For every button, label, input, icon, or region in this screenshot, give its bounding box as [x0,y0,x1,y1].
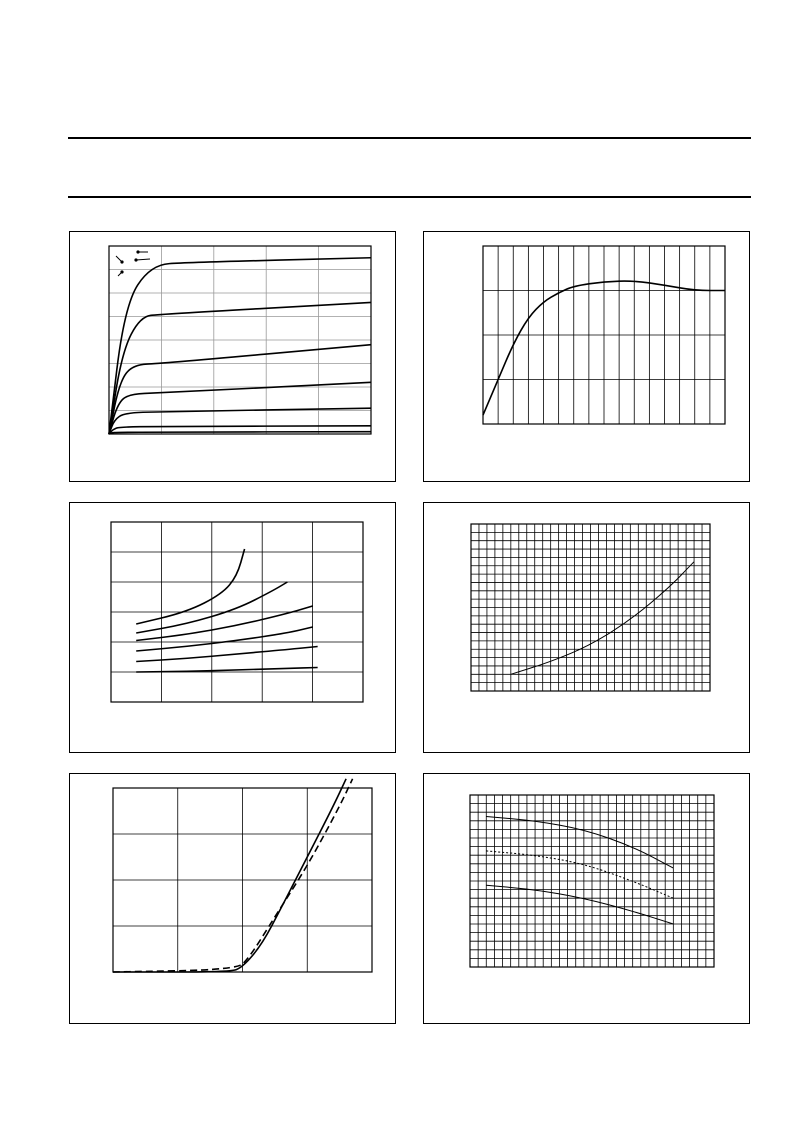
series-line-6 [109,302,371,434]
series-line-7 [109,258,371,434]
annotation-arrowhead-4 [120,270,123,273]
figure-panel-3 [69,502,396,753]
chart-1 [70,232,397,483]
series-line-3 [109,408,371,434]
header-rule-top [68,137,751,139]
chart-6 [424,774,751,1025]
series-line-1 [486,817,673,869]
series-line-4 [136,606,312,641]
header-rule-bottom [68,196,751,198]
figure-panel-5 [69,773,396,1024]
figure-panel-4 [423,502,750,753]
series-line-6 [136,549,244,624]
series-line-2 [486,851,673,898]
grid [470,795,714,967]
grid [113,788,372,972]
chart-3 [70,503,397,754]
grid [483,246,725,424]
series-line-1 [113,779,346,972]
grid [111,522,363,702]
series-line-3 [486,885,673,924]
annotation-arrow-2 [136,259,150,260]
annotation-arrowhead-3 [120,260,123,263]
series-line-3 [136,627,312,651]
figure-panel-2 [423,231,750,482]
figure-panel-6 [423,773,750,1024]
figure-panel-1 [69,231,396,482]
chart-2 [424,232,751,483]
series-line-1 [136,668,317,673]
chart-5 [70,774,397,1025]
annotation-arrowhead-2 [134,258,137,261]
annotation-arrowhead-1 [136,250,139,253]
chart-4 [424,503,751,754]
grid [109,246,371,434]
grid [471,524,710,691]
series-line-2 [113,779,353,972]
